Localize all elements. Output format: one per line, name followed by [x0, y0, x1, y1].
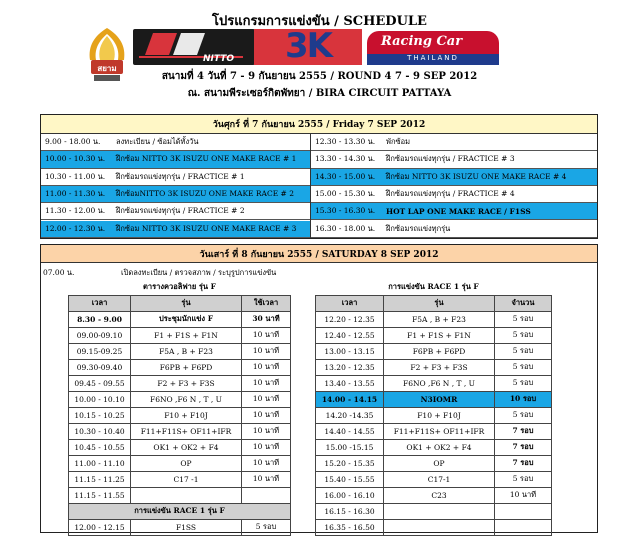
friday-right-row	[311, 221, 597, 238]
row-time: 16.30 - 18.00 น.	[315, 223, 376, 233]
table-cell	[495, 519, 552, 535]
table-cell: เวลา	[69, 295, 131, 311]
row-activity: ฝึกซ้อมรถแข่งทุกรุ่น	[386, 223, 451, 233]
table-cell: OK1 + OK2 + F4	[384, 439, 495, 455]
table-row	[69, 487, 291, 503]
table-row	[69, 423, 291, 439]
row-time: 11.30 - 12.00 น.	[45, 206, 106, 216]
friday-right-row	[311, 151, 597, 168]
table-cell: 15.00 -15.15	[316, 439, 384, 455]
table-row	[316, 487, 552, 503]
table-cell: 10 นาที	[242, 327, 291, 343]
table-cell: 09.00-09.10	[69, 327, 131, 343]
table-header-row	[316, 295, 552, 311]
table-row	[69, 375, 291, 391]
table-cell	[131, 487, 242, 503]
table-cell: 10 นาที	[242, 407, 291, 423]
table-row	[69, 471, 291, 487]
table-cell: 10 นาที	[242, 471, 291, 487]
row-time: 12.30 - 13.30 น.	[315, 137, 376, 147]
table-cell: F11+F11S+ OF11+IFR	[131, 423, 242, 439]
table-row	[69, 455, 291, 471]
row-activity: ฝึกซ้อมรถแข่งทุกรุ่น / FRACTICE # 2	[116, 206, 245, 216]
nitto-logo	[133, 29, 255, 65]
friday-right-row	[311, 203, 597, 220]
table-cell: 14.40 - 14.55	[316, 423, 384, 439]
table-cell	[384, 503, 495, 519]
table-cell: 10.30 - 10.40	[69, 423, 131, 439]
round-line: สนามที่ 4 วันที่ 7 - 9 กันยายน 2555 / ROUND 4 7 - 9 SEP 2012	[161, 71, 478, 82]
table-cell: F6NO ,F6 N , T , U	[384, 375, 495, 391]
friday-left-row	[41, 186, 310, 203]
row-activity: ฝึกซ้อม NITTO 3K ISUZU ONE MAKE RACE # 4	[386, 171, 567, 181]
saturday-heading: วันเสาร์ ที่ 8 กันยายน 2555 / SATURDAY 8 SEP 2012	[41, 245, 597, 263]
table-cell: 11.15 - 11.55	[69, 487, 131, 503]
3k-logo	[254, 29, 362, 65]
table-cell: F1SS	[131, 519, 242, 535]
3k-text: 3K	[284, 29, 331, 65]
saturday-schedule	[40, 244, 598, 533]
table-cell: 10 นาที	[242, 359, 291, 375]
friday-left-row	[41, 169, 310, 186]
table-cell: 09.30-09.40	[69, 359, 131, 375]
table-row	[69, 391, 291, 407]
table-cell: 14.20 -14.35	[316, 407, 384, 423]
table-row	[316, 519, 552, 535]
racing-car-text: Racing Car	[381, 34, 463, 49]
friday-right-row	[311, 169, 597, 186]
friday-left-row	[41, 151, 310, 168]
row-activity: ฝึกซ้อม NITTO 3K ISUZU ONE MAKE RACE # 1	[116, 154, 297, 164]
table-cell: ใช้เวลา	[242, 295, 291, 311]
table-cell	[242, 487, 291, 503]
table-cell: 10 นาที	[242, 423, 291, 439]
table-cell: 5 รอบ	[495, 359, 552, 375]
table-row	[316, 343, 552, 359]
table-cell: F1 + F1S + F1N	[131, 327, 242, 343]
row-activity: ฝึกซ้อมรถแข่งทุกรุ่น / FRACTICE # 4	[386, 189, 515, 199]
table-cell: 30 นาที	[242, 311, 291, 327]
row-activity: ฝึกซ้อมรถแข่งทุกรุ่น / FRACTICE # 1	[116, 171, 245, 181]
racing-car-logo	[367, 31, 499, 65]
table-row	[69, 407, 291, 423]
qualifying-race-caption: การแข่งขัน RACE 1 รุ่น F	[69, 503, 291, 519]
table-cell: 16.35 - 16.50	[316, 519, 384, 535]
table-cell: F2 + F3 + F3S	[131, 375, 242, 391]
table-cell: รุ่น	[131, 295, 242, 311]
row-time: 10.00 - 10.30 น.	[45, 154, 106, 164]
table-row	[316, 455, 552, 471]
table-cell: 5 รอบ	[495, 327, 552, 343]
table-cell: C17 -1	[131, 471, 242, 487]
friday-schedule	[40, 114, 598, 239]
table-cell: F11+F11S+ OF11+IFR	[384, 423, 495, 439]
table-row	[69, 359, 291, 375]
table-row	[316, 407, 552, 423]
table-cell: F1 + F1S + F1N	[384, 327, 495, 343]
row-activity: ลงทะเบียน / ซ้อมได้ทั้งวัน	[116, 137, 199, 147]
table-cell: ประชุมนักแข่ง F	[131, 311, 242, 327]
table-cell: F6PB + F6PD	[131, 359, 242, 375]
row-time: 14.30 - 15.00 น.	[315, 171, 376, 181]
row-activity: ฝึกซ้อมรถแข่งทุกรุ่น / FRACTICE # 3	[386, 154, 515, 164]
row-activity: พักซ้อม	[386, 137, 411, 147]
table-cell: 10 นาที	[495, 487, 552, 503]
table-row	[69, 519, 291, 535]
table-row	[316, 439, 552, 455]
table-cell: 09.45 - 09.55	[69, 375, 131, 391]
table-cell: 12.20 - 12.35	[316, 311, 384, 327]
table-cell: 5 รอบ	[495, 343, 552, 359]
table-cell: 8.30 - 9.00	[69, 311, 131, 327]
table-cell: F5A , B + F23	[384, 311, 495, 327]
table-cell: 5 รอบ	[495, 407, 552, 423]
table-cell: 10.15 - 10.25	[69, 407, 131, 423]
table-row	[316, 311, 552, 327]
opening-time: 07.00 น.	[43, 268, 75, 277]
table-cell: 7 รอบ	[495, 423, 552, 439]
row-time: 12.00 - 12.30 น.	[45, 223, 106, 233]
table-cell: 10 นาที	[242, 391, 291, 407]
table-cell: C17-1	[384, 471, 495, 487]
table-row	[69, 343, 291, 359]
table-cell: 16.00 - 16.10	[316, 487, 384, 503]
row-time: 15.30 - 16.30 น.	[315, 206, 376, 216]
friday-left-row	[41, 203, 310, 220]
table-cell: 5 รอบ	[242, 519, 291, 535]
table-cell: 12.00 - 12.15	[69, 519, 131, 535]
row-activity: HOT LAP ONE MAKE RACE / F1SS	[386, 206, 531, 216]
table-row	[69, 327, 291, 343]
table-cell: 5 รอบ	[495, 471, 552, 487]
table-cell: 12.40 - 12.55	[316, 327, 384, 343]
friday-left-row	[41, 134, 310, 151]
table-cell: 5 รอบ	[495, 375, 552, 391]
thailand-text: THAILAND	[407, 54, 459, 62]
table-cell	[495, 503, 552, 519]
race-table	[315, 280, 552, 536]
table-cell: F6PB + F6PD	[384, 343, 495, 359]
table-row	[316, 359, 552, 375]
table-cell: F10 + F10J	[384, 407, 495, 423]
table-cell: 10 นาที	[242, 375, 291, 391]
table-cell: F5A , B + F23	[131, 343, 242, 359]
row-time: 11.00 - 11.30 น.	[45, 189, 106, 199]
table-cell: 11.15 - 11.25	[69, 471, 131, 487]
table-cell: 7 รอบ	[495, 455, 552, 471]
table-cell: OP	[384, 455, 495, 471]
table-row	[316, 391, 552, 407]
table-cell: 10 นาที	[242, 455, 291, 471]
nitto-text: NITTO	[203, 54, 235, 64]
friday-heading: วันศุกร์ ที่ 7 กันยายน 2555 / Friday 7 SEP 2012	[41, 115, 597, 134]
opening-text: เปิดลงทะเบียน / ตรวจสภาพ / ระบุรูปการแข่งขัน	[121, 268, 277, 277]
table-row	[316, 471, 552, 487]
table-cell: F10 + F10J	[131, 407, 242, 423]
table-cell: 11.00 - 11.10	[69, 455, 131, 471]
table-cell: 10.45 - 10.55	[69, 439, 131, 455]
friday-right-row	[311, 186, 597, 203]
page-title: โปรแกรมการแข่งขัน / SCHEDULE	[212, 14, 427, 29]
table-cell: 7 รอบ	[495, 439, 552, 455]
row-time: 15.00 - 15.30 น.	[315, 189, 376, 199]
table-cell: OK1 + OK2 + F4	[131, 439, 242, 455]
venue-line: ณ. สนามพีระเซอร์กิตพัทยา / BIRA CIRCUIT PATTAYA	[187, 88, 452, 99]
row-time: 13.30 - 14.30 น.	[315, 154, 376, 164]
table-cell	[384, 519, 495, 535]
table-cell: 10 รอบ	[495, 391, 552, 407]
table-cell: 13.20 - 12.35	[316, 359, 384, 375]
seal-text: สยาม	[97, 63, 117, 73]
table-cell: จำนวน	[495, 295, 552, 311]
table-cell: OP	[131, 455, 242, 471]
table-cell: 15.20 - 15.35	[316, 455, 384, 471]
table-cell: 10.00 - 10.10	[69, 391, 131, 407]
table-cell: 13.40 - 13.55	[316, 375, 384, 391]
table-cell: C23	[384, 487, 495, 503]
table-row	[316, 503, 552, 519]
table-cell: 16.15 - 16.30	[316, 503, 384, 519]
qualifying-caption: ตารางควอลิฟาย รุ่น F	[143, 282, 216, 292]
race-caption: การแข่งขัน RACE 1 รุ่น F	[388, 282, 479, 292]
row-time: 10.30 - 11.00 น.	[45, 171, 106, 181]
table-cell: 10 นาที	[242, 343, 291, 359]
table-row	[69, 311, 291, 327]
table-cell: 10 นาที	[242, 439, 291, 455]
row-activity: ฝึกซ้อมNITTO 3K ISUZU ONE MAKE RACE # 2	[116, 189, 295, 199]
table-cell: 5 รอบ	[495, 311, 552, 327]
qualifying-table	[68, 280, 291, 536]
friday-right-row	[311, 134, 597, 151]
table-cell: 09.15-09.25	[69, 343, 131, 359]
table-cell: F6NO ,F6 N , T , U	[131, 391, 242, 407]
table-cell: N3IOMR	[384, 391, 495, 407]
table-row	[316, 375, 552, 391]
table-cell: F2 + F3 + F3S	[384, 359, 495, 375]
table-cell: 13.00 - 13.15	[316, 343, 384, 359]
table-row	[316, 423, 552, 439]
table-cell: 14.00 - 14.15	[316, 391, 384, 407]
table-cell: รุ่น	[384, 295, 495, 311]
table-cell: 15.40 - 15.55	[316, 471, 384, 487]
table-row	[69, 439, 291, 455]
table-row	[316, 327, 552, 343]
row-activity: ฝึกซ้อม NITTO 3K ISUZU ONE MAKE RACE # 3	[116, 223, 297, 233]
table-header-row	[69, 295, 291, 311]
table-cell: เวลา	[316, 295, 384, 311]
friday-left-row	[41, 221, 310, 238]
row-time: 9.00 - 18.00 น.	[45, 137, 101, 147]
